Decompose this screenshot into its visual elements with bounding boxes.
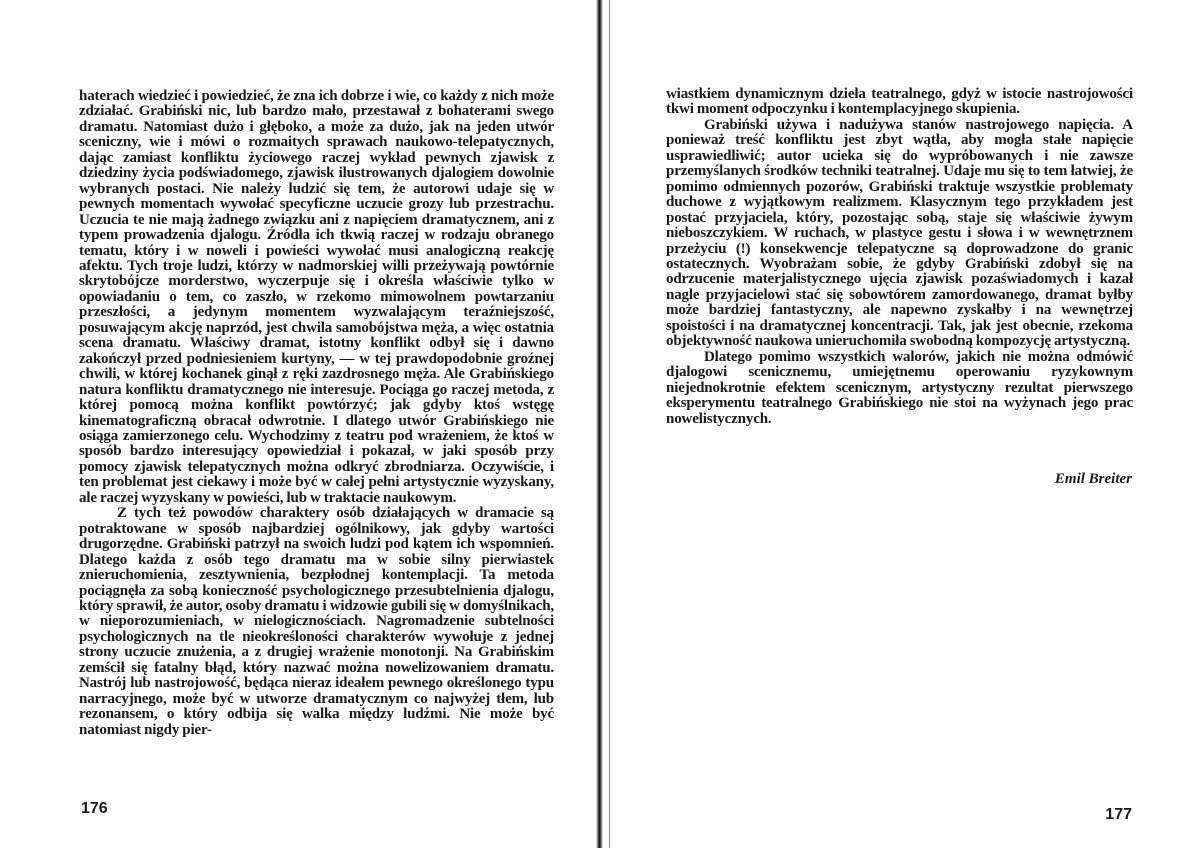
- right-paragraph-2: Grabiński używa i nadużywa stanów nastrojowego napięcia. A ponieważ treść konfliktu jest zbyt wątła, aby mogła stałe napięcie usprawiedliwić; autor ucieka się do wypróbowanych i nie zawsze przemyślanych środków techniki teatralnej. Udaje mu się to tem łatwiej, że pomimo odmiennych pozorów, Grabiński traktuje wszystkie problematy duchowe z wyjątkowym realizmem. Klasycznym tego przykładem jest postać przyjaciela, który, pozostając sobą, staje się właściwie żywym nieboszczykiem. W ruchach, w plastyce gestu i słowa i w wewnętrznem przeżyciu (!) konsekwencje telepatyczne są doprowadzone do granic ostatecznych. Wyobrażam sobie, że gdyby Grabiński zdobył się na odrzucenie materjalistycznego ujęcia zjawisk pozaświadomych i kazał nagle przyjacielowi stać się sobowtórem zamordowanego, dramat byłby może bardziej fantastyczny, ale napewno zyskałby i na wewnętrzej spoistości i na dramatycznej koncentracji. Tak, jak jest obecnie, rzekoma objektywność naukowa unieruchomiła swobodną kompozycję artystyczną.: [666, 116, 1133, 350]
- author-signature: Emil Breiter: [1054, 471, 1132, 487]
- right-page: [600, 0, 1200, 848]
- right-page-body: [666, 87, 1133, 427]
- left-paragraph-1: haterach wiedzieć i powiedzieć, że zna ich dobrze i wie, co każdy z nich może zdziałać. Grabiński nic, lub bardzo mało, przestawał z bohaterami swego dramatu. Natomiast dużo i głęboko, a może za dużo, jak na jeden utwór sceniczny, wie i mówi o rozmaitych sprawach naukowo-telepatycznych, dając zamiast konfliktu życiowego raczej wykład pewnych zjawisk z dziedziny życia podświadomego, zjawisk ilustrowanych djalogiem dowolnie wybranych postaci. Nie należy ludzić się tem, że autorowi udaje się w pewnych momentach wywołać specyficzne uczucie grozy lub przestrachu. Uczucia te nie mają żadnego związku ani z napięciem dramatycznem, ani z typem prowadzenia djalogu. Źródła ich tkwią raczej w rodzaju obranego tematu, który i w noweli i powieści wywołać musi analogiczną reakcję afektu. Tych troje ludzi, którzy w nadmorskiej willi przeżywają powtórnie skrytobójcze morderstwo, wyczerpuje się i określa właściwie tylko w opowiadaniu o tem, co zaszło, w rzekomo mimowolnem powtarzaniu przeszłości, a jedynym momentem wyzwalającym teraźniejszość, posuwającym akcję naprzód, jest chwila samobójstwa męża, a więc ostatnia scena dramatu. Właściwy dramat, istotny konflikt odbył się i dawno zakończył przed podniesieniem kurtyny, — w tej prawdopodobnie groźnej chwili, w której kochanek ginął z ręki zazdrosnego męża. Ale Grabińskiego natura konfliktu dramatycznego nie interesuje. Pociąga go raczej metoda, z której pomocą można konflikt powtórzyć; jak gdyby ktoś wstęgę kinematograficzną obracał odwrotnie. I dlatego utwór Grabińskiego nie osiąga zamierzonego celu. Wychodzimy z teatru pod wrażeniem, że ktoś w sposób bardzo interesujący opowiedział i pokazał, w jaki sposób przy pomocy zjawisk telepatycznych można odkryć zbrodniarza. Oczywiście, i ten problemat jest ciekawy i może być w całej pełni artystycznie wyzyskany, ale raczej wyzyskany w powieści, lub w traktacie naukowym.: [79, 88, 554, 506]
- left-page-body: [79, 89, 554, 738]
- left-paragraph-2: Z tych też powodów charaktery osób działających w dramacie są potraktowane w sposób najbardziej ogólnikowy, jak gdyby wartości drugorzędne. Grabiński patrzył na swoich ludzi pod kątem ich wspomnień. Dlatego każda z osób tego dramatu ma w sobie silny pierwiastek znieruchomienia, zesztywnienia, bezpłodnej kontemplacji. Ta metoda pociągnęła za sobą konieczność psychologicznego przesubtelnienia djalogu, który sprawił, że autor, osoby dramatu i widzowie gubili się w domyślnikach, w nieporozumieniach, w nielogicznościach. Nagromadzenie subtelności psychologicznych na tle nieokreśloności charakterów wywołuje z jednej strony uczucie znużenia, a z drugiej wrażenie monotonji. Na Grabińskim zemścił się fatalny błąd, który nazwać można nowelizowaniem dramatu. Nastrój lub nastrojowość, będąca nieraz ideałem pewnego określonego typu narracyjnego, może być w utworze dramatycznym co najwyżej tłem, lub rezonansem, o który odbija się walka między ludźmi. Nie może być natomiast nigdy pier-: [79, 505, 554, 738]
- page-number-right: 177: [1105, 806, 1132, 823]
- right-paragraph-3: Dlatego pomimo wszystkich walorów, jakich nie można odmówić djalogowi scenicznemu, umiejętnemu operowaniu ryzykownym niejednokrotnie efektem scenicznym, artystyczny rezultat pierwszego eksperymentu teatralnego Grabińskiego nie stoi na wyżynach jego prac nowelistycznych.: [666, 348, 1133, 427]
- page-number-left: 176: [81, 800, 108, 817]
- right-paragraph-1: wiastkiem dynamicznym dzieła teatralnego, gdyż w istocie nastrojowości tkwi moment odpoczynku i kontemplacyjnego skupienia.: [666, 86, 1133, 118]
